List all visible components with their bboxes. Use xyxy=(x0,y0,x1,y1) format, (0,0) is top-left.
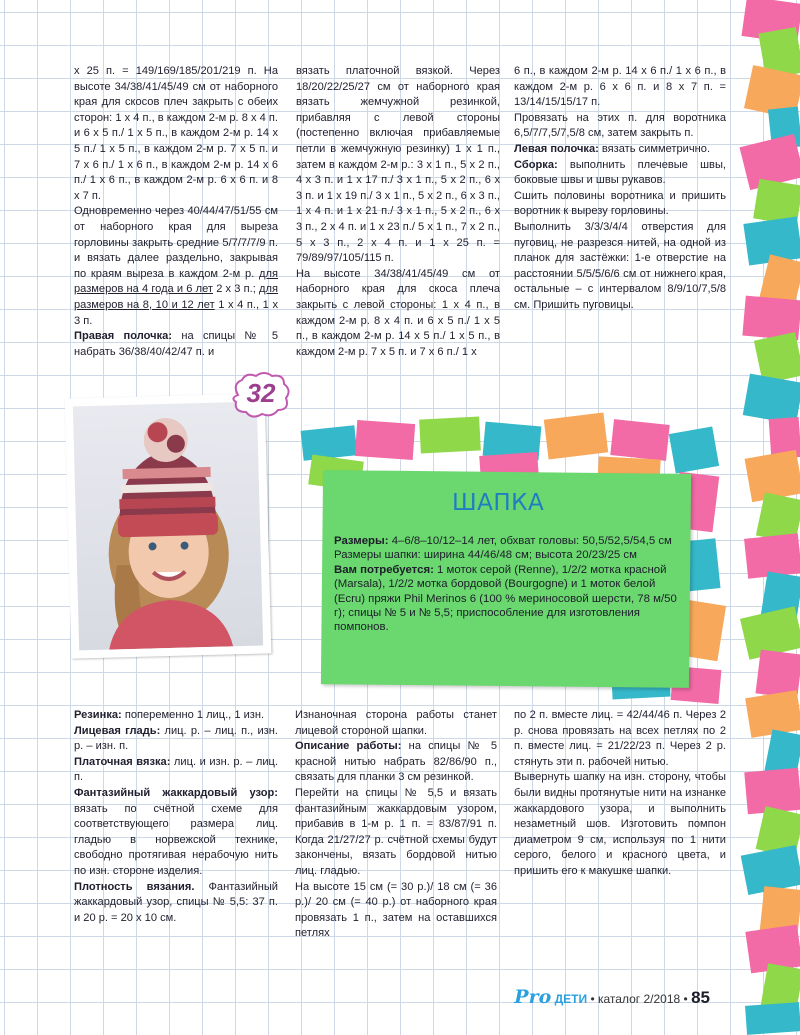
paragraph: x 25 п. = 149/169/185/201/219 п. На высоте 34/38/41/45/49 см от наборного края для скосов плеч закрыть с обеих сторон: 1 x 4 п., в каждом 2-м р. 8 x 4 п. и 6 x 5 п./ 1 x 5 п., в каждом 2-м р. 14 x 5 п./ 1 x 5 п., в каждом 2-м р. 7 x 5 п. и 7 x 6 п./ 1 x 6 п., в каждом 2-м р. 14 x 6 п./ 1 x 6 п., в каждом 2-м р. 6 x 6 п. и 8 x 7 п. xyxy=(74,65,278,202)
underlined-text: для размеров на 4 года и 6 лет xyxy=(74,267,278,296)
pattern-number-badge xyxy=(228,370,294,420)
paragraph xyxy=(74,204,278,329)
text-span: Одновременно через 40/44/47/51/55 см от наборного края для выреза горловины закрыть средние 5/7/7/7/9 п. и вязать далее раздельно, закрывая по краям выреза в каждом 2-м р. xyxy=(74,205,278,280)
text-column-top-3 xyxy=(514,64,726,314)
paragraph: Перейти на спицы № 5,5 и вязать фантазийным жаккардовым узором, прибавив в 1-м р. 1 п. = 83/87/91 п. Когда 21/27/27 р. счётной схемы будут закончены, вязать бордовой нитью лиц. гладью. xyxy=(295,786,497,877)
section-heading: Вам потребуется: xyxy=(334,563,434,576)
paragraph: Вывернуть шапку на изн. сторону, чтобы были видны протянутые нити на изнанке жаккардового узора, и выполнить незаметный шов. Изготовить помпон диаметром 9 см, используя по 1 нити серого, белого и красного цвета, и пришить его к макушке шапки. xyxy=(514,771,726,877)
text-column-bottom-2 xyxy=(295,708,497,942)
section-heading: Резинка: xyxy=(74,709,122,721)
section-heading: Платочная вязка: xyxy=(74,755,171,768)
paragraph xyxy=(514,158,726,189)
paragraph: по 2 п. вместе лиц. = 42/44/46 п. Через 2 р. снова провязать на всех петлях по 2 п. вместе лиц. = 21/22/23 п. Через 2 р. стянуть эти п. рабочей нитью. xyxy=(514,709,726,768)
section-heading: Сборка: xyxy=(514,158,558,171)
paragraph xyxy=(74,755,278,786)
paragraph xyxy=(74,786,278,880)
paragraph: Сшить половины воротника и пришить воротник к вырезу горловины. xyxy=(514,189,726,218)
paragraph xyxy=(74,880,278,927)
section-heading: Правая полочка: xyxy=(74,330,173,343)
paragraph xyxy=(334,534,684,548)
catalog-label: • каталог 2/2018 • xyxy=(590,992,688,1006)
text-span: 1 моток серой (Renne), 1/2/2 мотка красной (Marsala), 1/2/2 мотка бордовой (Bourgogne) и 1 моток белой (Ecru) пряжи Phil Merinos 6 (100 % мериносовой шерсти, 78 м/50 г); спицы № 5 и № 5,5; приспособление для изготовления помпонов. xyxy=(334,563,677,634)
paragraph: вязать платочной вязкой. Через 18/20/22/25/27 см от наборного края вязать жемчужной резинкой, прибавляя с левой стороны (постепенно включая прибавляемые петли в жемчужную резинку) 1 x 1 п., затем в каждом 2-м р.: 3 x 1 п., 5 x 2 п., 4 x 3 п. и 1 x 17 п./ 3 x 1 п., 5 x 2 п., 6 x 3 п. и 1 x 19 п./ 3 x 1 п., 5 x 2 п., 6 x 3 п., 1 x 4 п. и 1 x 21 п./ 3 x 1 п., 5 x 2 п., 6 x 3 п., 2 x 4 п. и 1 x 23 п./ 5 x 1 п., 7 x 2 п., 5 x 3 п., 2 x 4 п. и 1 x 25 п. = 79/89/97/105/115 п. xyxy=(296,65,500,265)
paragraph xyxy=(295,739,497,786)
text-span: выполнить плечевые швы, боковые швы и швы рукавов. xyxy=(514,158,726,187)
text-column-top-1 xyxy=(74,64,278,360)
paragraph xyxy=(514,142,726,158)
text-span: вязать по счётной схеме для соответствующего размера лиц. гладью в норвежской технике, свободно протягивая нерабочую нить по изн. стороне изделия. xyxy=(74,802,278,877)
paragraph: Выполнить 3/3/3/4/4 отверстия для пуговиц, не разрезся нитей, на одной из планок для застёжки: 1-е отверстие на расстоянии 5/5/5/6/6 см от нижнего края, остальные – с интервалом 8/9/10/7,5/8 см. Пришить пуговицы. xyxy=(514,220,726,311)
text-span: лиц. и изн. р. – лиц. п. xyxy=(74,755,278,784)
photo-girl-in-hat xyxy=(73,402,263,651)
text-span: на спицы № 5 набрать 36/38/40/42/47 п. и xyxy=(74,330,279,358)
photo-illustration xyxy=(73,402,263,651)
magazine-logo: Pro xyxy=(514,986,552,1008)
pattern-number: 32 xyxy=(246,378,276,408)
paragraph: На высоте 15 см (= 30 р.)/ 18 см (= 36 р.)/ 20 см (= 40 р.) от наборного края провязать 1 п., затем на оставшихся петлях xyxy=(295,880,497,940)
info-panel-text xyxy=(334,534,684,635)
text-column-bottom-1 xyxy=(74,708,278,926)
text-span: на спицы № 5 красной нитью набрать 82/86/90 п., связать для планки 3 см резинкой. xyxy=(295,740,497,784)
paragraph: Провязать на этих п. для воротника 6,5/7/7,5/7,5/8 см, затем закрыть п. xyxy=(514,111,726,140)
paragraph: Изнаночная сторона работы станет лицевой стороной шапки. xyxy=(295,709,497,737)
pattern-title: ШАПКА xyxy=(452,490,545,516)
page-footer xyxy=(514,986,710,1010)
paragraph xyxy=(74,708,278,724)
section-heading: Описание работы: xyxy=(295,740,402,753)
text-column-bottom-3 xyxy=(514,708,726,880)
section-heading: Размеры: xyxy=(334,535,389,547)
paragraph: Размеры шапки: ширина 44/46/48 см; высота 20/23/25 см xyxy=(334,549,637,562)
photo-frame xyxy=(65,393,272,658)
paragraph: 6 п., в каждом 2-м р. 14 x 6 п./ 1 x 6 п., в каждом 2-м р. 6 x 6 п. и 8 x 7 п. = 13/14/15/15/17 п. xyxy=(514,65,726,109)
section-heading: Лицевая гладь: xyxy=(74,724,161,737)
underlined-text: для размеров на 8, 10 и 12 лет xyxy=(74,283,278,311)
magazine-logo-subtitle: ДЕТИ xyxy=(554,992,588,1006)
text-column-top-2 xyxy=(296,64,500,360)
paragraph xyxy=(74,329,278,360)
text-span: попеременно 1 лиц., 1 изн. xyxy=(121,709,265,721)
text-span: 2 x 3 п.; xyxy=(213,283,260,296)
paragraph xyxy=(74,724,278,755)
text-span: лиц. р. – лиц. п., изн. р. – изн. п. xyxy=(74,724,278,753)
text-span: 4–6/8–10/12–14 лет, обхват головы: 50,5/52,5/54,5 см xyxy=(388,535,672,547)
page-number: 85 xyxy=(691,988,710,1007)
paragraph: На высоте 34/38/41/45/49 см от наборного края для скоса плеча закрыть с левой стороны: 1 x 4 п., в каждом 2-м р. 8 x 4 п. и 6 x 5 п./ 1 x 5 п., в каждом 2-м р. 14 x 5 п./ 1 x 5 п., в каждом 2-м р. 7 x 5 п. и 7 x 6 п./ 1 x xyxy=(296,267,500,358)
text-span: Фантазийный жаккардовый узор, спицы № 5,5: 37 п. и 20 р. = 20 x 10 см. xyxy=(74,880,278,924)
text-span: вязать симметрично. xyxy=(598,142,711,155)
section-heading: Плотность вязания. xyxy=(74,880,195,893)
paragraph xyxy=(334,563,684,635)
section-heading: Фантазийный жаккардовый узор: xyxy=(74,786,278,799)
text-span: 1 x 4 п., 1 x 3 п. xyxy=(74,298,278,327)
section-heading: Левая полочка: xyxy=(514,142,599,155)
